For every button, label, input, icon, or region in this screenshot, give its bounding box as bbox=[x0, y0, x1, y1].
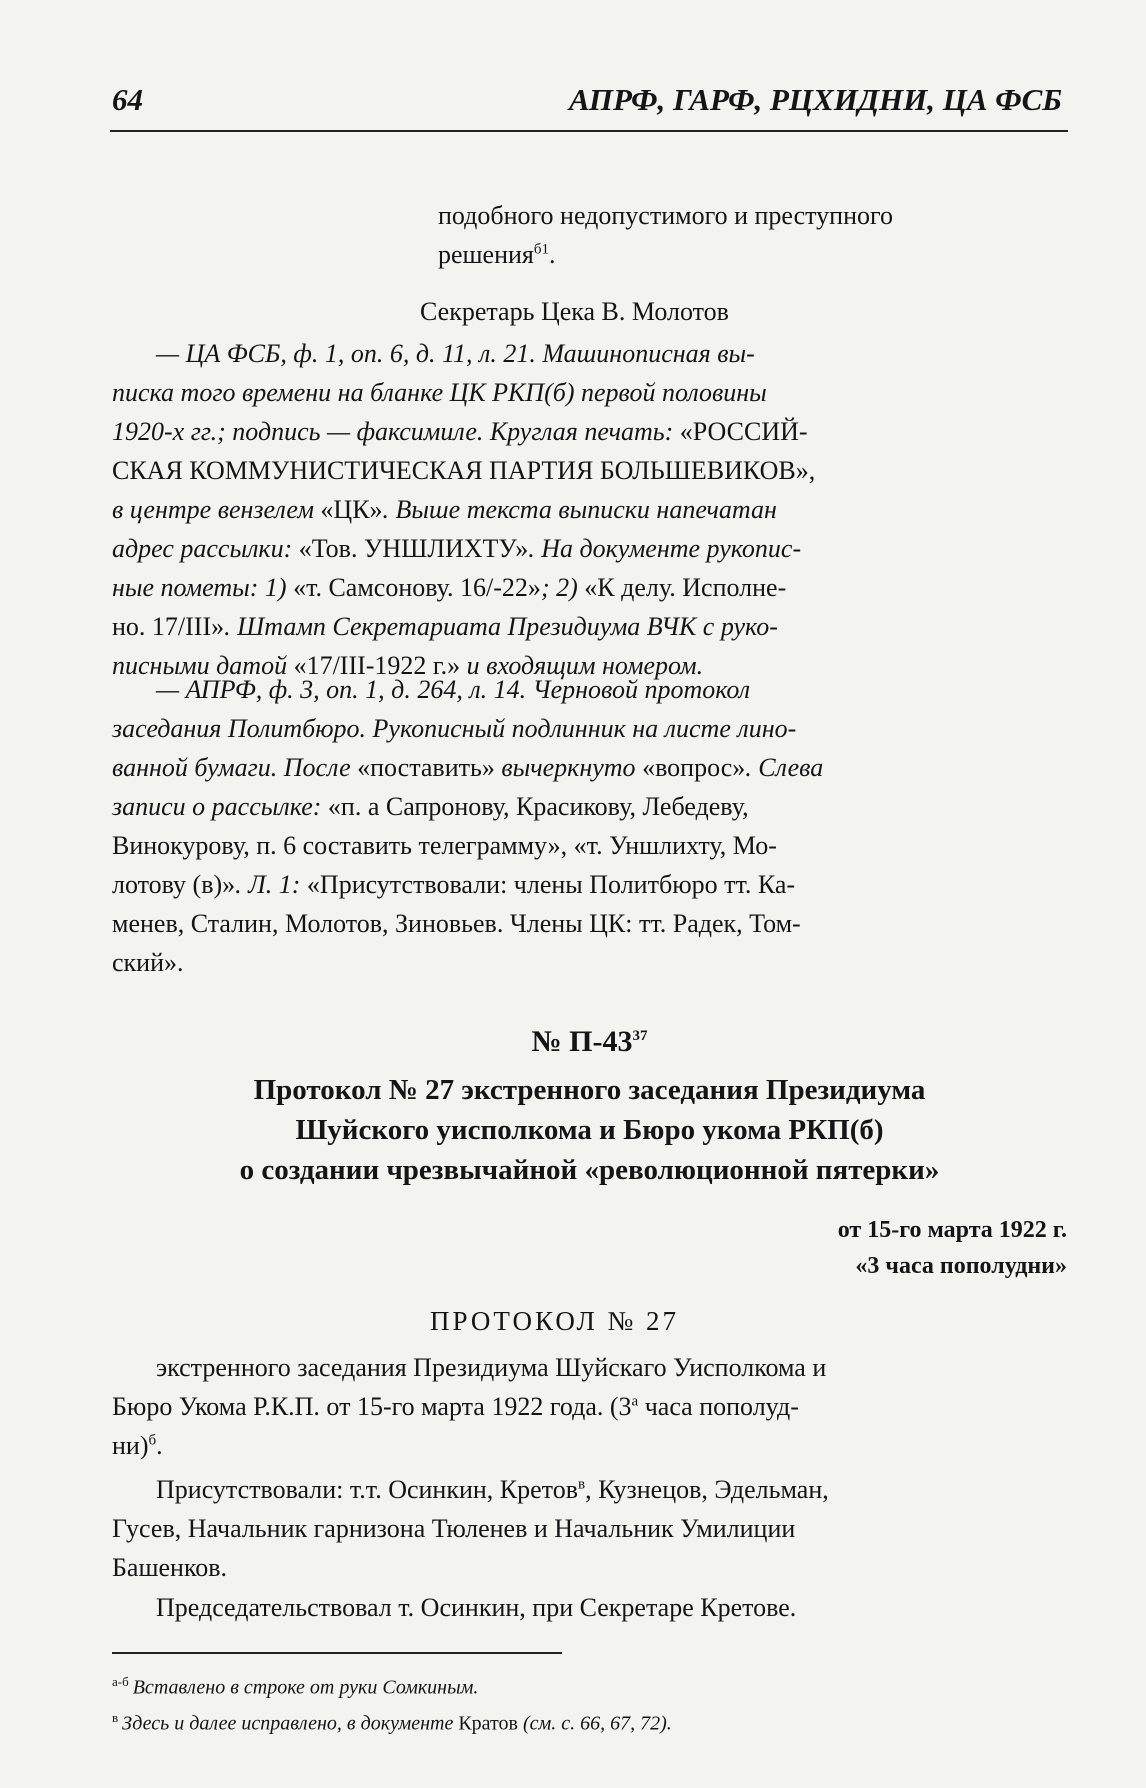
footnote-mark: б1 bbox=[533, 241, 550, 258]
footnote-rule bbox=[112, 1652, 562, 1654]
source-note-aprf: — АПРФ, ф. 3, оп. 1, д. 264, л. 14. Черновой протокол заседания Политбюро. Рукописный подлинник на листе лино- ванной бумаги. После «поставить» вычеркнуто «вопрос». Слева записи о рассылке: «п. а Сапронову, Красикову, Лебедеву, Винокурову, п. 6 составить телеграмму», «т. Уншлихту, Мо- лотову (в)». Л. 1: «Присутствовали: члены Политбюро тт. Ка- менев, Сталин, Молотов, Зиновьев. Члены ЦК: тт. Радек, Том- ский». bbox=[112, 675, 824, 977]
protocol-present: Присутствовали: т.т. Осинкин, Кретов$^в$, Кузнецов, Эдельман, Гусев, Начальник гарнизона Тюленев и Начальник Умилиции Башенков. bbox=[112, 1475, 829, 1582]
page-number: 64 bbox=[112, 82, 143, 117]
footnote-a-b: $^{а-б}$ Вставлено в строке от руки Сомкиным. bbox=[112, 1674, 479, 1699]
running-header bbox=[112, 82, 1062, 118]
document-number: № $П-43^{37}$ bbox=[531, 1025, 648, 1058]
signature: Секретарь Цека В. Молотов bbox=[420, 297, 729, 326]
protocol-heading: ПРОТОКОЛ № 27 bbox=[430, 1306, 680, 1336]
source-note-csa-fsb: — ЦА ФСБ, ф. 1, оп. 6, д. 11, л. 21. Машинописная вы- писка того времени на бланке ЦК РКП(б) первой половины 1920-х гг.; подпись — факсимиле. Круглая печать: «РОССИЙ- СКАЯ КОММУНИСТИЧЕСКАЯ ПАРТИЯ БОЛЬШЕВИКОВ», в центре вензелем «ЦК». Выше текста выписки напечатан адрес рассылки: «Тов. УНШЛИХТУ». На документе рукопис- ные пометы: 1) «т. Самсонову. 16/-22»; 2) «К делу. Исполне- но. 17/III». Штамп Секретариата Президиума ВЧК с руко- писными датой «17/III-1922 г.» и входящим номером. bbox=[112, 339, 816, 680]
footnote-v: $^в$ Здесь и далее исправлено, в документе Кратов (см. с. 66, 67, 72). bbox=[112, 1710, 672, 1735]
protocol-text: экстренного заседания Президиума Шуйскаго Уисполкома и Бюро Укома Р.К.П. от 15-го марта 1922 года. ($3^а$ часа пополуд- ни)$^б$. bbox=[112, 1353, 827, 1460]
header-rule bbox=[110, 130, 1068, 132]
document-date: от 15-го марта 1922 г. «3 часа пополудни» bbox=[837, 1217, 1067, 1279]
document-title: Протокол № 27 экстренного заседания Президиума Шуйского уисполкома и Бюро укома РКП(б) о создании чрезвычайной «революционной пятерки» bbox=[239, 1074, 940, 1186]
intro-line-2: решения$^{б1}$. bbox=[438, 240, 556, 269]
protocol-chair: Председательствовал т. Осинкин, при Секретаре Кретове. bbox=[156, 1593, 797, 1622]
previous-document-ending bbox=[438, 196, 1058, 274]
intro-line-1: подобного недопустимого и преступного bbox=[438, 201, 894, 230]
running-title: АПРФ, ГАРФ, РЦХИДНИ, ЦА ФСБ bbox=[568, 82, 1062, 117]
